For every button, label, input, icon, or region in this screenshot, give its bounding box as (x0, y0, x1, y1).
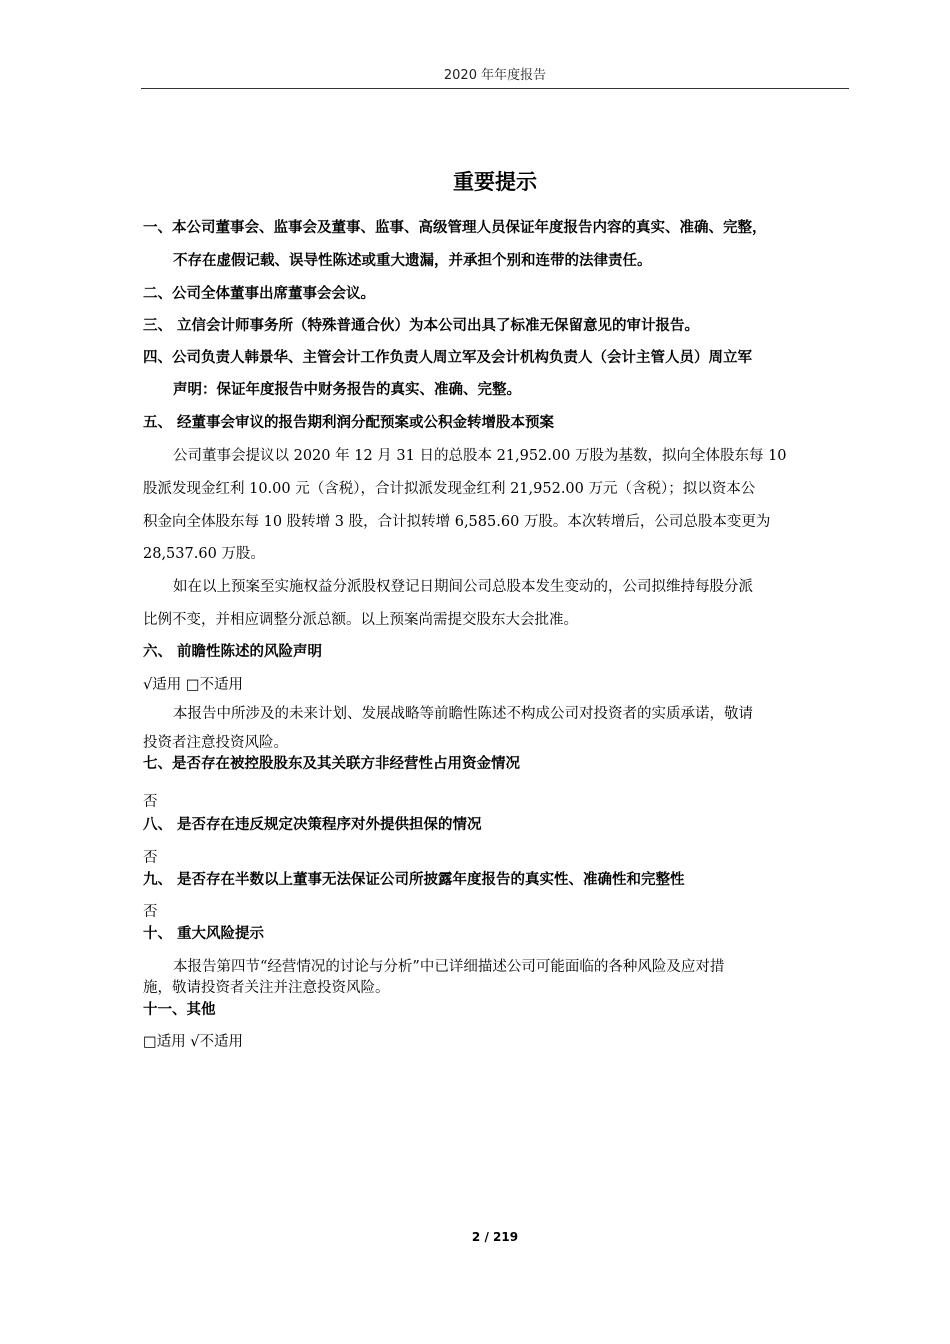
section-7-answer: 否 (143, 794, 158, 810)
major-risk-paragraph-line: 本报告第四节“经营情况的讨论与分析”中已详细描述公司可能面临的各种风险及应对措 (173, 959, 725, 975)
adjustment-paragraph-line: 如在以上预案至实施权益分派股权登记日期间公司总股本发生变动的，公司拟维持每股分派 (173, 579, 753, 595)
dividend-paragraph-line: 股派发现金红利 10.00 元（含税），合计拟派发现金红利 21,952.00 万元（含税）；拟以资本公 (143, 481, 756, 497)
section-4-heading: 四、公司负责人韩景华、主管会计工作负责人周立军及会计机构负责人（会计主管人员）周立军 (143, 350, 752, 366)
section-8-heading: 八、 是否存在违反规定决策程序对外提供担保的情况 (143, 817, 482, 833)
major-risk-paragraph-line: 施，敬请投资者关注并注意投资风险。 (143, 980, 390, 996)
section-2-heading: 二、公司全体董事出席董事会会议。 (143, 286, 375, 302)
dividend-paragraph-line: 积金向全体股东每 10 股转增 3 股，合计拟转增 6,585.60 万股。本次转增后，公司总股本变更为 (143, 514, 771, 530)
page-header: 2020 年年度报告 (443, 68, 547, 83)
section-5-heading: 五、 经董事会审议的报告期利润分配预案或公积金转增股本预案 (143, 415, 555, 431)
section-4-continuation: 声明：保证年度报告中财务报告的真实、准确、完整。 (173, 382, 521, 398)
section-9-answer: 否 (143, 904, 158, 920)
header-divider (141, 88, 849, 89)
section-7-heading: 七、是否存在被控股股东及其关联方非经营性占用资金情况 (143, 756, 520, 772)
section-3-heading: 三、 立信会计师事务所（特殊普通合伙）为本公司出具了标准无保留意见的审计报告。 (143, 318, 700, 334)
forward-looking-paragraph-line: 本报告中所涉及的未来计划、发展战略等前瞻性陈述不构成公司对投资者的实质承诺，敬请 (173, 706, 753, 722)
section-10-heading: 十、 重大风险提示 (143, 926, 265, 942)
section-8-answer: 否 (143, 850, 158, 866)
section-11-heading: 十一、其他 (143, 1002, 216, 1018)
section-11-applicability: □适用 √不适用 (143, 1034, 244, 1050)
section-1-heading: 一、本公司董事会、监事会及董事、监事、高级管理人员保证年度报告内容的真实、准确、完整， (143, 220, 767, 236)
section-9-heading: 九、 是否存在半数以上董事无法保证公司所披露年度报告的真实性、准确性和完整性 (143, 872, 685, 888)
section-1-continuation: 不存在虚假记载、误导性陈述或重大遗漏，并承担个别和连带的法律责任。 (173, 253, 652, 269)
dividend-paragraph-line: 公司董事会提议以 2020 年 12 月 31 日的总股本 21,952.00 万股为基数，拟向全体股东每 10 (173, 448, 787, 464)
forward-looking-paragraph-line: 投资者注意投资风险。 (143, 735, 288, 751)
page-number: 2 / 219 (471, 1230, 519, 1244)
page-title: 重要提示 (453, 170, 537, 194)
section-6-heading: 六、 前瞻性陈述的风险声明 (143, 644, 323, 660)
dividend-paragraph-line: 28,537.60 万股。 (143, 546, 265, 562)
section-6-applicability: √适用 □不适用 (143, 677, 244, 693)
adjustment-paragraph-line: 比例不变，并相应调整分派总额。以上预案尚需提交股东大会批准。 (143, 612, 578, 628)
